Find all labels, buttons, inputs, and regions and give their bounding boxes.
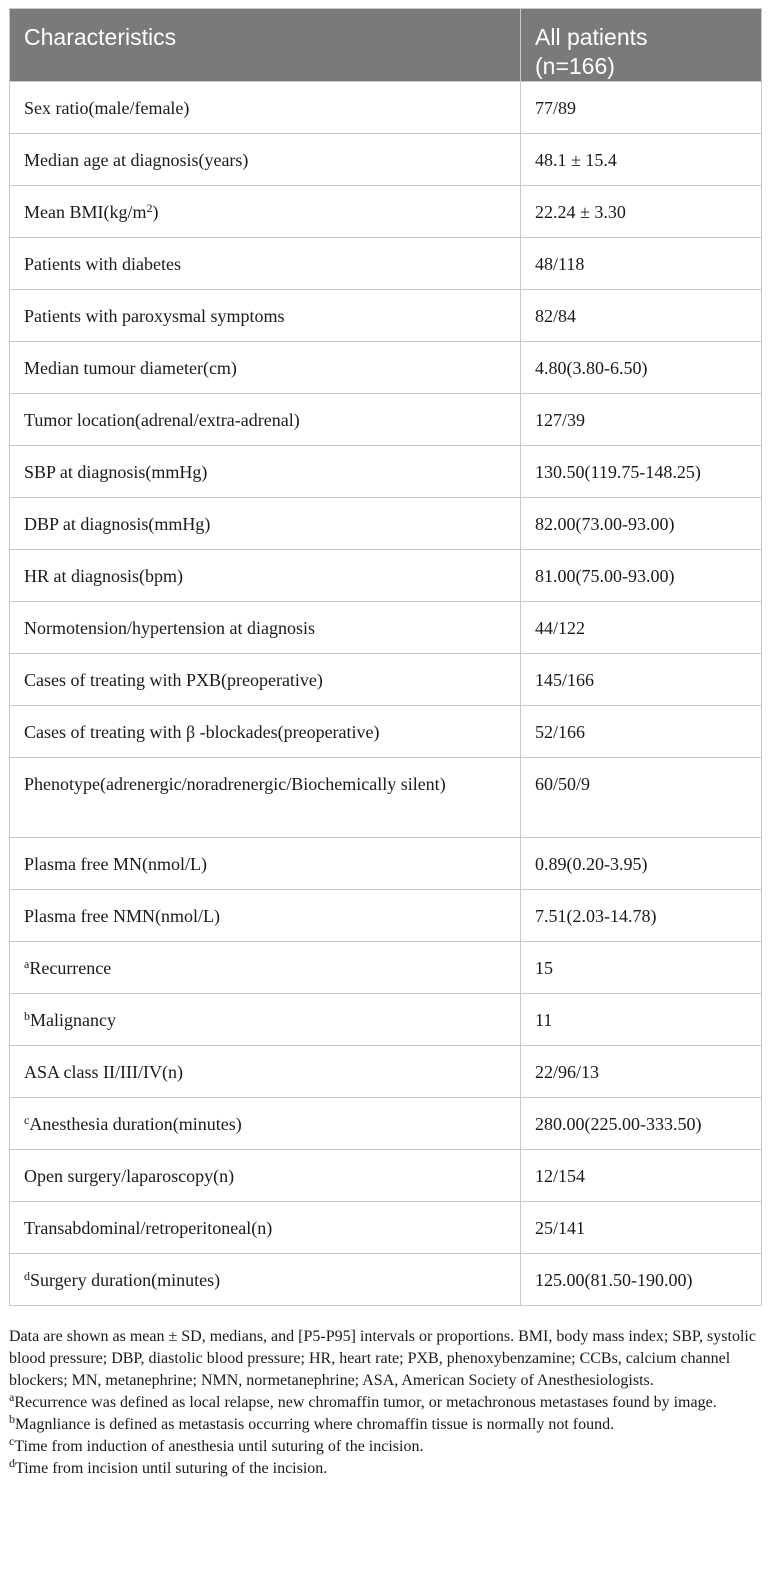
value-cell: 280.00(225.00-333.50)	[521, 1098, 762, 1150]
footnote-marker: c	[24, 1113, 30, 1127]
characteristic-cell	[10, 550, 521, 602]
characteristic-label: Median tumour diameter(cm)	[24, 358, 237, 378]
characteristic-cell	[10, 446, 521, 498]
characteristics-table	[9, 8, 762, 1306]
characteristic-label: Patients with paroxysmal symptoms	[24, 306, 285, 326]
table-row	[10, 758, 762, 838]
characteristic-label: Tumor location(adrenal/extra-adrenal)	[24, 410, 300, 430]
characteristic-label: HR at diagnosis(bpm)	[24, 566, 183, 586]
footnote-text: Recurrence was defined as local relapse, new chromaffin tumor, or metachronous metastases found by image.	[14, 1394, 717, 1411]
characteristic-cell	[10, 706, 521, 758]
characteristic-label: Sex ratio(male/female)	[24, 98, 190, 118]
characteristic-cell	[10, 342, 521, 394]
characteristic-cell	[10, 838, 521, 890]
characteristic-label: Malignancy	[30, 1010, 116, 1030]
label-suffix: )	[152, 202, 159, 222]
value-cell: 82.00(73.00-93.00)	[521, 498, 762, 550]
table-row	[10, 394, 762, 446]
characteristic-cell	[10, 654, 521, 706]
characteristic-label: Normotension/hypertension at diagnosis	[24, 618, 315, 638]
table-row	[10, 706, 762, 758]
table-row	[10, 1150, 762, 1202]
characteristic-label: Transabdominal/retroperitoneal(n)	[24, 1218, 273, 1238]
footnote-text: Time from incision until suturing of the incision.	[15, 1460, 328, 1477]
characteristic-label: Surgery duration(minutes)	[30, 1270, 221, 1290]
characteristic-label: Anesthesia duration(minutes)	[29, 1114, 242, 1134]
superscript: 2	[146, 201, 153, 215]
table-row	[10, 134, 762, 186]
footnote-text: Time from induction of anesthesia until suturing of the incision.	[14, 1438, 424, 1455]
value-cell: 22.24 ± 3.30	[521, 186, 762, 238]
table-row	[10, 942, 762, 994]
table-row	[10, 82, 762, 134]
table-row	[10, 838, 762, 890]
value-cell: 127/39	[521, 394, 762, 446]
characteristic-label: Patients with diabetes	[24, 254, 181, 274]
characteristic-cell	[10, 890, 521, 942]
header-all-patients	[521, 9, 762, 82]
characteristic-label: Plasma free MN(nmol/L)	[24, 854, 207, 874]
footnotes	[9, 1392, 763, 1480]
characteristic-cell	[10, 290, 521, 342]
characteristic-label: Open surgery/laparoscopy(n)	[24, 1166, 235, 1186]
characteristic-label: SBP at diagnosis(mmHg)	[24, 462, 208, 482]
characteristic-label: Cases of treating with PXB(preoperative)	[24, 670, 323, 690]
footnote	[9, 1458, 763, 1480]
characteristic-label: Recurrence	[29, 958, 112, 978]
footnote	[9, 1414, 763, 1436]
value-cell: 44/122	[521, 602, 762, 654]
characteristic-cell	[10, 602, 521, 654]
footnote-marker: c	[9, 1434, 15, 1448]
footnote-marker: a	[9, 1390, 15, 1404]
value-cell: 48.1 ± 15.4	[521, 134, 762, 186]
value-cell: 125.00(81.50-190.00)	[521, 1254, 762, 1306]
value-cell: 77/89	[521, 82, 762, 134]
value-cell: 81.00(75.00-93.00)	[521, 550, 762, 602]
characteristic-label: Plasma free NMN(nmol/L)	[24, 906, 220, 926]
table-row	[10, 1254, 762, 1306]
characteristic-cell	[10, 942, 521, 994]
characteristic-label: Median age at diagnosis(years)	[24, 150, 249, 170]
value-cell: 60/50/9	[521, 758, 762, 838]
table-body	[10, 82, 762, 1306]
value-cell: 52/166	[521, 706, 762, 758]
characteristic-cell	[10, 134, 521, 186]
table-row	[10, 602, 762, 654]
characteristic-cell	[10, 394, 521, 446]
characteristic-label: Cases of treating with β -blockades(preoperative)	[24, 722, 380, 742]
characteristic-cell	[10, 1202, 521, 1254]
table-header-row	[10, 9, 762, 82]
table-row	[10, 890, 762, 942]
table-row	[10, 238, 762, 290]
characteristic-cell	[10, 1098, 521, 1150]
footnote-marker: b	[9, 1412, 15, 1426]
characteristic-cell	[10, 758, 521, 838]
value-cell: 130.50(119.75-148.25)	[521, 446, 762, 498]
characteristic-cell	[10, 498, 521, 550]
notes-main: Data are shown as mean ± SD, medians, and [P5-P95] intervals or proportions. BMI, body mass index; SBP, systolic blood pressure; DBP, diastolic blood pressure; HR, heart rate; PXB, phenoxybenzamine; CCBs, calcium channel blockers; MN, metanephrine; NMN, normetanephrine; ASA, American Society of Anesthesiologists.	[9, 1328, 756, 1389]
value-cell: 11	[521, 994, 762, 1046]
table-row	[10, 1202, 762, 1254]
value-cell: 48/118	[521, 238, 762, 290]
footnote	[9, 1436, 763, 1458]
characteristic-cell	[10, 1254, 521, 1306]
footnote	[9, 1392, 763, 1414]
table-row	[10, 342, 762, 394]
characteristic-cell	[10, 1150, 521, 1202]
value-cell: 15	[521, 942, 762, 994]
table-row	[10, 186, 762, 238]
footnote-marker: b	[24, 1009, 30, 1023]
value-cell: 7.51(2.03-14.78)	[521, 890, 762, 942]
value-cell: 4.80(3.80-6.50)	[521, 342, 762, 394]
table-row	[10, 1046, 762, 1098]
table-row	[10, 446, 762, 498]
table-row	[10, 654, 762, 706]
value-cell: 22/96/13	[521, 1046, 762, 1098]
footnote-marker: a	[24, 957, 30, 971]
header-n-count: (n=166)	[535, 53, 615, 79]
characteristic-label: Mean BMI(kg/m	[24, 202, 147, 222]
value-cell: 12/154	[521, 1150, 762, 1202]
characteristic-cell	[10, 186, 521, 238]
table-notes	[9, 1326, 763, 1480]
value-cell: 82/84	[521, 290, 762, 342]
characteristic-cell	[10, 1046, 521, 1098]
table-row	[10, 1098, 762, 1150]
footnote-marker: d	[24, 1269, 30, 1283]
characteristic-label: DBP at diagnosis(mmHg)	[24, 514, 211, 534]
header-all-patients-label: All patients	[535, 24, 648, 50]
value-cell: 0.89(0.20-3.95)	[521, 838, 762, 890]
characteristic-cell	[10, 994, 521, 1046]
footnote-text: Magnliance is defined as metastasis occurring where chromaffin tissue is normally not found.	[15, 1416, 615, 1433]
table-row	[10, 498, 762, 550]
table-row	[10, 550, 762, 602]
value-cell: 145/166	[521, 654, 762, 706]
table-row	[10, 994, 762, 1046]
value-cell: 25/141	[521, 1202, 762, 1254]
characteristic-cell	[10, 238, 521, 290]
characteristic-label: ASA class II/III/IV(n)	[24, 1062, 183, 1082]
characteristic-label: Phenotype(adrenergic/noradrenergic/Biochemically silent)	[24, 774, 446, 794]
footnote-marker: d	[9, 1456, 15, 1470]
table-row	[10, 290, 762, 342]
characteristic-cell	[10, 82, 521, 134]
header-characteristics: Characteristics	[10, 9, 521, 82]
